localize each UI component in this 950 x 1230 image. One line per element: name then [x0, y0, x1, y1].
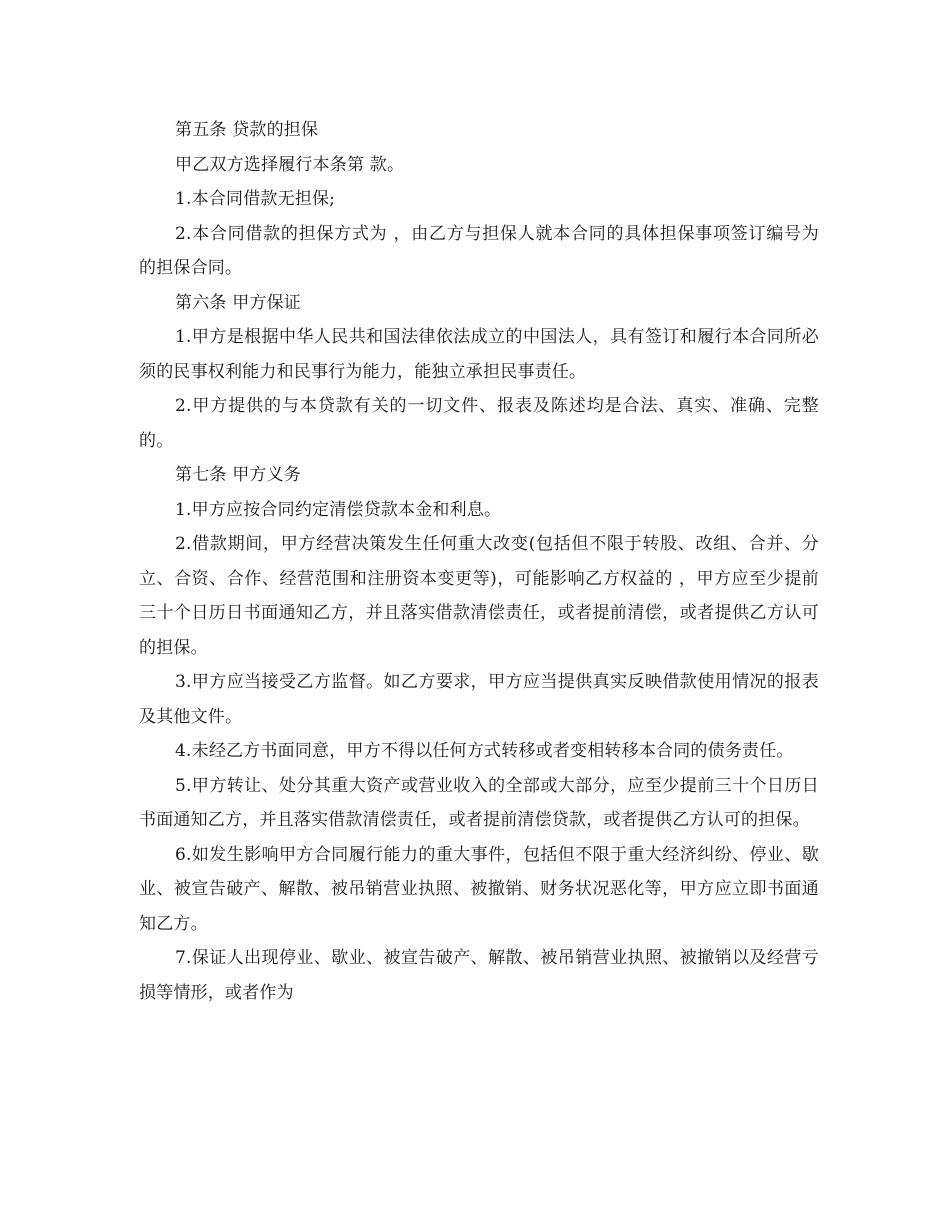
article-5-item-1: 1.本合同借款无担保; [175, 189, 336, 209]
article-5-item-2: 2.本合同借款的担保方式为 ，由乙方与担保人就本合同的具体担保事项签订编号为 的担保合同。 [139, 223, 819, 278]
contract-body [139, 113, 819, 1010]
article-7-heading: 第七条 甲方义务 [175, 465, 302, 485]
article-7-item-4: 4.未经乙方书面同意，甲方不得以任何方式转移或者变相转移本合同的债务责任。 [175, 741, 794, 761]
article-6-heading: 第六条 甲方保证 [175, 292, 302, 313]
article-6-item-2: 2.甲方提供的与本贷款有关的一切文件、报表及陈述均是合法、真实、准确、完整的。 [139, 396, 819, 451]
article-5-heading: 第五条 贷款的担保 [175, 120, 319, 140]
article-7-item-7: 7.保证人出现停业、歇业、被宣告破产、解散、被吊销营业执照、被撤销以及经营亏损等情形，或者作为 [139, 948, 819, 1003]
article-7-item-5: 5.甲方转让、处分其重大资产或营业收入的全部或大部分，应至少提前三十个日历日书面通知乙方，并且落实借款清偿责任，或者提前清偿贷款，或者提供乙方认可的担保。 [139, 775, 819, 830]
article-7-item-1: 1.甲方应按合同约定清偿贷款本金和利息。 [175, 499, 502, 520]
article-6-item-1: 1.甲方是根据中华人民共和国法律依法成立的中国法人，具有签订和履行本合同所必须的民事权利能力和民事行为能力，能独立承担民事责任。 [139, 327, 819, 382]
article-7-item-3: 3.甲方应当接受乙方监督。如乙方要求，甲方应当提供真实反映借款使用情况的报表及其他文件。 [139, 672, 819, 727]
article-7-item-6: 6.如发生影响甲方合同履行能力的重大事件，包括但不限于重大经济纠纷、停业、歇业、被宣告破产、解散、被吊销营业执照、被撤销、财务状况恶化等，甲方应立即书面通知乙方。 [139, 844, 819, 934]
article-5-choice-paragraph: 甲乙双方选择履行本条第 款。 [175, 154, 405, 175]
article-7-item-2: 2.借款期间，甲方经营决策发生任何重大改变(包括但不限于转股、改组、合并、分立、合资、合作、经营范围和注册资本变更等)，可能影响乙方权益的 ，甲方应至少提前三十个日历日书面通知乙方，并且落实借款清偿责任，或者提前清偿，或者提供乙方认可的担保。 [139, 534, 819, 658]
